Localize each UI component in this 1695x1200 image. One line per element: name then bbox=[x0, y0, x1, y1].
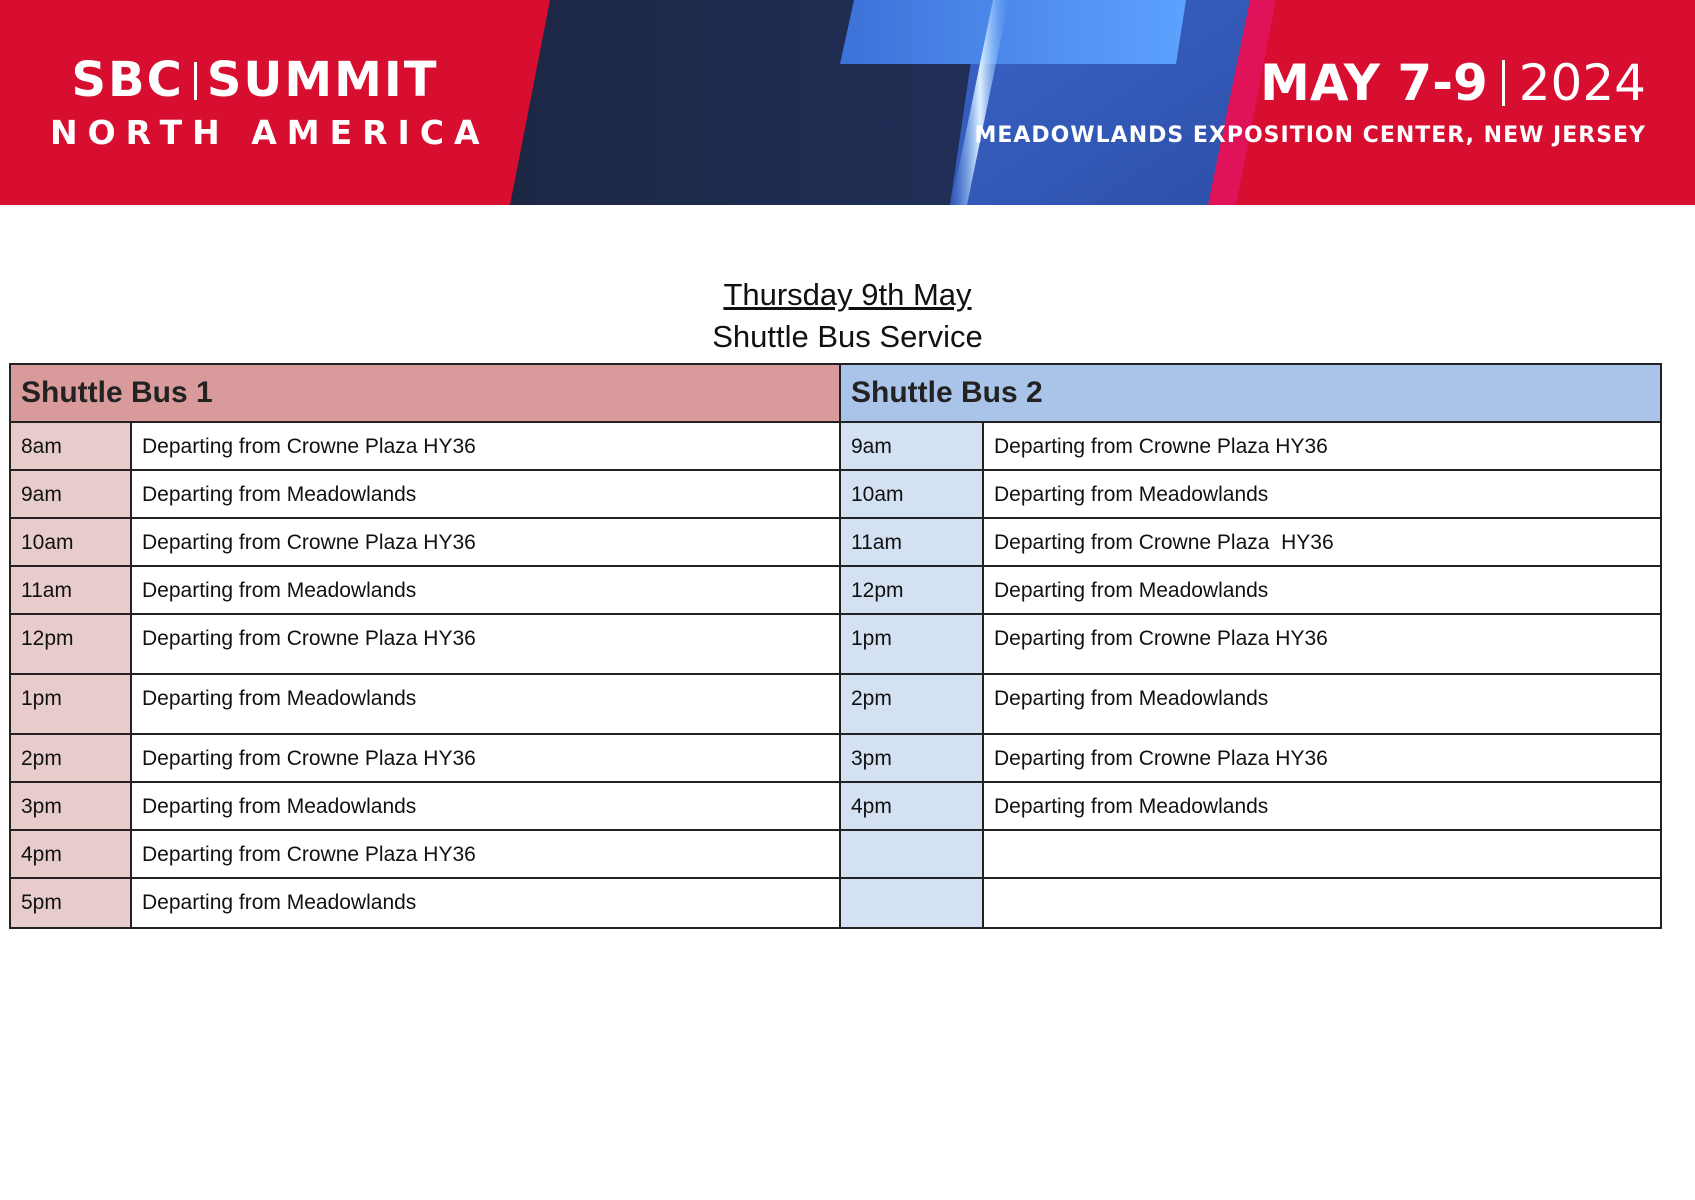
table-row bbox=[11, 471, 839, 519]
departure-location: Departing from Meadowlands bbox=[142, 795, 417, 818]
departure-location: Departing from Meadowlands bbox=[142, 579, 417, 602]
departure-time: 11am bbox=[11, 567, 132, 613]
departure-location: Departing from Crowne Plaza HY36 bbox=[142, 843, 476, 866]
departure-time: 9am bbox=[11, 471, 132, 517]
event-dates: MAY 7-9 bbox=[1260, 54, 1488, 112]
departure-time: 9am bbox=[841, 423, 984, 469]
departure-time: 3pm bbox=[841, 735, 984, 781]
departure-time bbox=[841, 831, 984, 877]
logo-divider bbox=[194, 62, 197, 100]
logo-sbc-text: SBC bbox=[71, 52, 184, 108]
departure-location: Departing from Crowne Plaza HY36 bbox=[142, 627, 476, 650]
departure-location: Departing from Crowne Plaza HY36 bbox=[994, 531, 1334, 554]
event-year: 2024 bbox=[1518, 54, 1646, 112]
departure-location: Departing from Meadowlands bbox=[994, 579, 1269, 602]
departure-time: 11am bbox=[841, 519, 984, 565]
table-row bbox=[841, 831, 1660, 879]
departure-location: Departing from Crowne Plaza HY36 bbox=[994, 627, 1328, 650]
table-row bbox=[11, 831, 839, 879]
departure-location: Departing from Crowne Plaza HY36 bbox=[142, 747, 476, 770]
logo-region-text: NORTH AMERICA bbox=[50, 113, 490, 152]
table-row bbox=[11, 615, 839, 675]
event-venue: MEADOWLANDS EXPOSITION CENTER, NEW JERSEY bbox=[974, 123, 1646, 148]
departure-location: Departing from Crowne Plaza HY36 bbox=[994, 435, 1328, 458]
departure-location bbox=[984, 879, 1660, 927]
table-row bbox=[11, 423, 839, 471]
date-divider bbox=[1502, 60, 1505, 106]
departure-location: Departing from Meadowlands bbox=[994, 483, 1269, 506]
departure-location: Departing from Meadowlands bbox=[142, 891, 417, 914]
shuttle-bus-2-header: Shuttle Bus 2 bbox=[841, 365, 1660, 423]
departure-location: Departing from Crowne Plaza HY36 bbox=[994, 747, 1328, 770]
schedule-date: Thursday 9th May bbox=[723, 277, 972, 312]
sbc-summit-logo bbox=[50, 52, 490, 156]
table-row bbox=[841, 879, 1660, 927]
table-row bbox=[841, 519, 1660, 567]
table-row bbox=[841, 423, 1660, 471]
shuttle-bus-1-table bbox=[9, 363, 841, 929]
table-row bbox=[11, 879, 839, 927]
departure-time: 10am bbox=[11, 519, 132, 565]
table-row bbox=[841, 783, 1660, 831]
shuttle-bus-2-table bbox=[839, 363, 1662, 929]
table-row bbox=[841, 615, 1660, 675]
departure-time: 1pm bbox=[841, 615, 984, 673]
departure-time: 3pm bbox=[11, 783, 132, 829]
departure-location bbox=[984, 831, 1660, 877]
table-row bbox=[11, 519, 839, 567]
departure-time: 2pm bbox=[11, 735, 132, 781]
departure-location: Departing from Meadowlands bbox=[994, 795, 1269, 818]
table-row bbox=[11, 675, 839, 735]
departure-time: 8am bbox=[11, 423, 132, 469]
table-row bbox=[11, 735, 839, 783]
schedule-subtitle: Shuttle Bus Service bbox=[712, 319, 983, 354]
table-row bbox=[841, 567, 1660, 615]
departure-location: Departing from Meadowlands bbox=[142, 687, 417, 710]
table-row bbox=[841, 471, 1660, 519]
table-row bbox=[11, 783, 839, 831]
table-row bbox=[11, 567, 839, 615]
shuttle-bus-1-header: Shuttle Bus 1 bbox=[11, 365, 839, 423]
departure-time: 5pm bbox=[11, 879, 132, 927]
departure-location: Departing from Crowne Plaza HY36 bbox=[142, 531, 476, 554]
event-info bbox=[974, 55, 1646, 148]
schedule-title bbox=[0, 274, 1695, 358]
logo-summit-text: SUMMIT bbox=[206, 52, 439, 108]
departure-location: Departing from Meadowlands bbox=[994, 687, 1269, 710]
table-row bbox=[841, 675, 1660, 735]
table-row bbox=[841, 735, 1660, 783]
departure-time: 2pm bbox=[841, 675, 984, 733]
departure-location: Departing from Meadowlands bbox=[142, 483, 417, 506]
departure-location: Departing from Crowne Plaza HY36 bbox=[142, 435, 476, 458]
departure-time bbox=[841, 879, 984, 927]
departure-time: 12pm bbox=[11, 615, 132, 673]
departure-time: 12pm bbox=[841, 567, 984, 613]
departure-time: 1pm bbox=[11, 675, 132, 733]
departure-time: 4pm bbox=[11, 831, 132, 877]
event-banner bbox=[0, 0, 1695, 205]
departure-time: 4pm bbox=[841, 783, 984, 829]
departure-time: 10am bbox=[841, 471, 984, 517]
